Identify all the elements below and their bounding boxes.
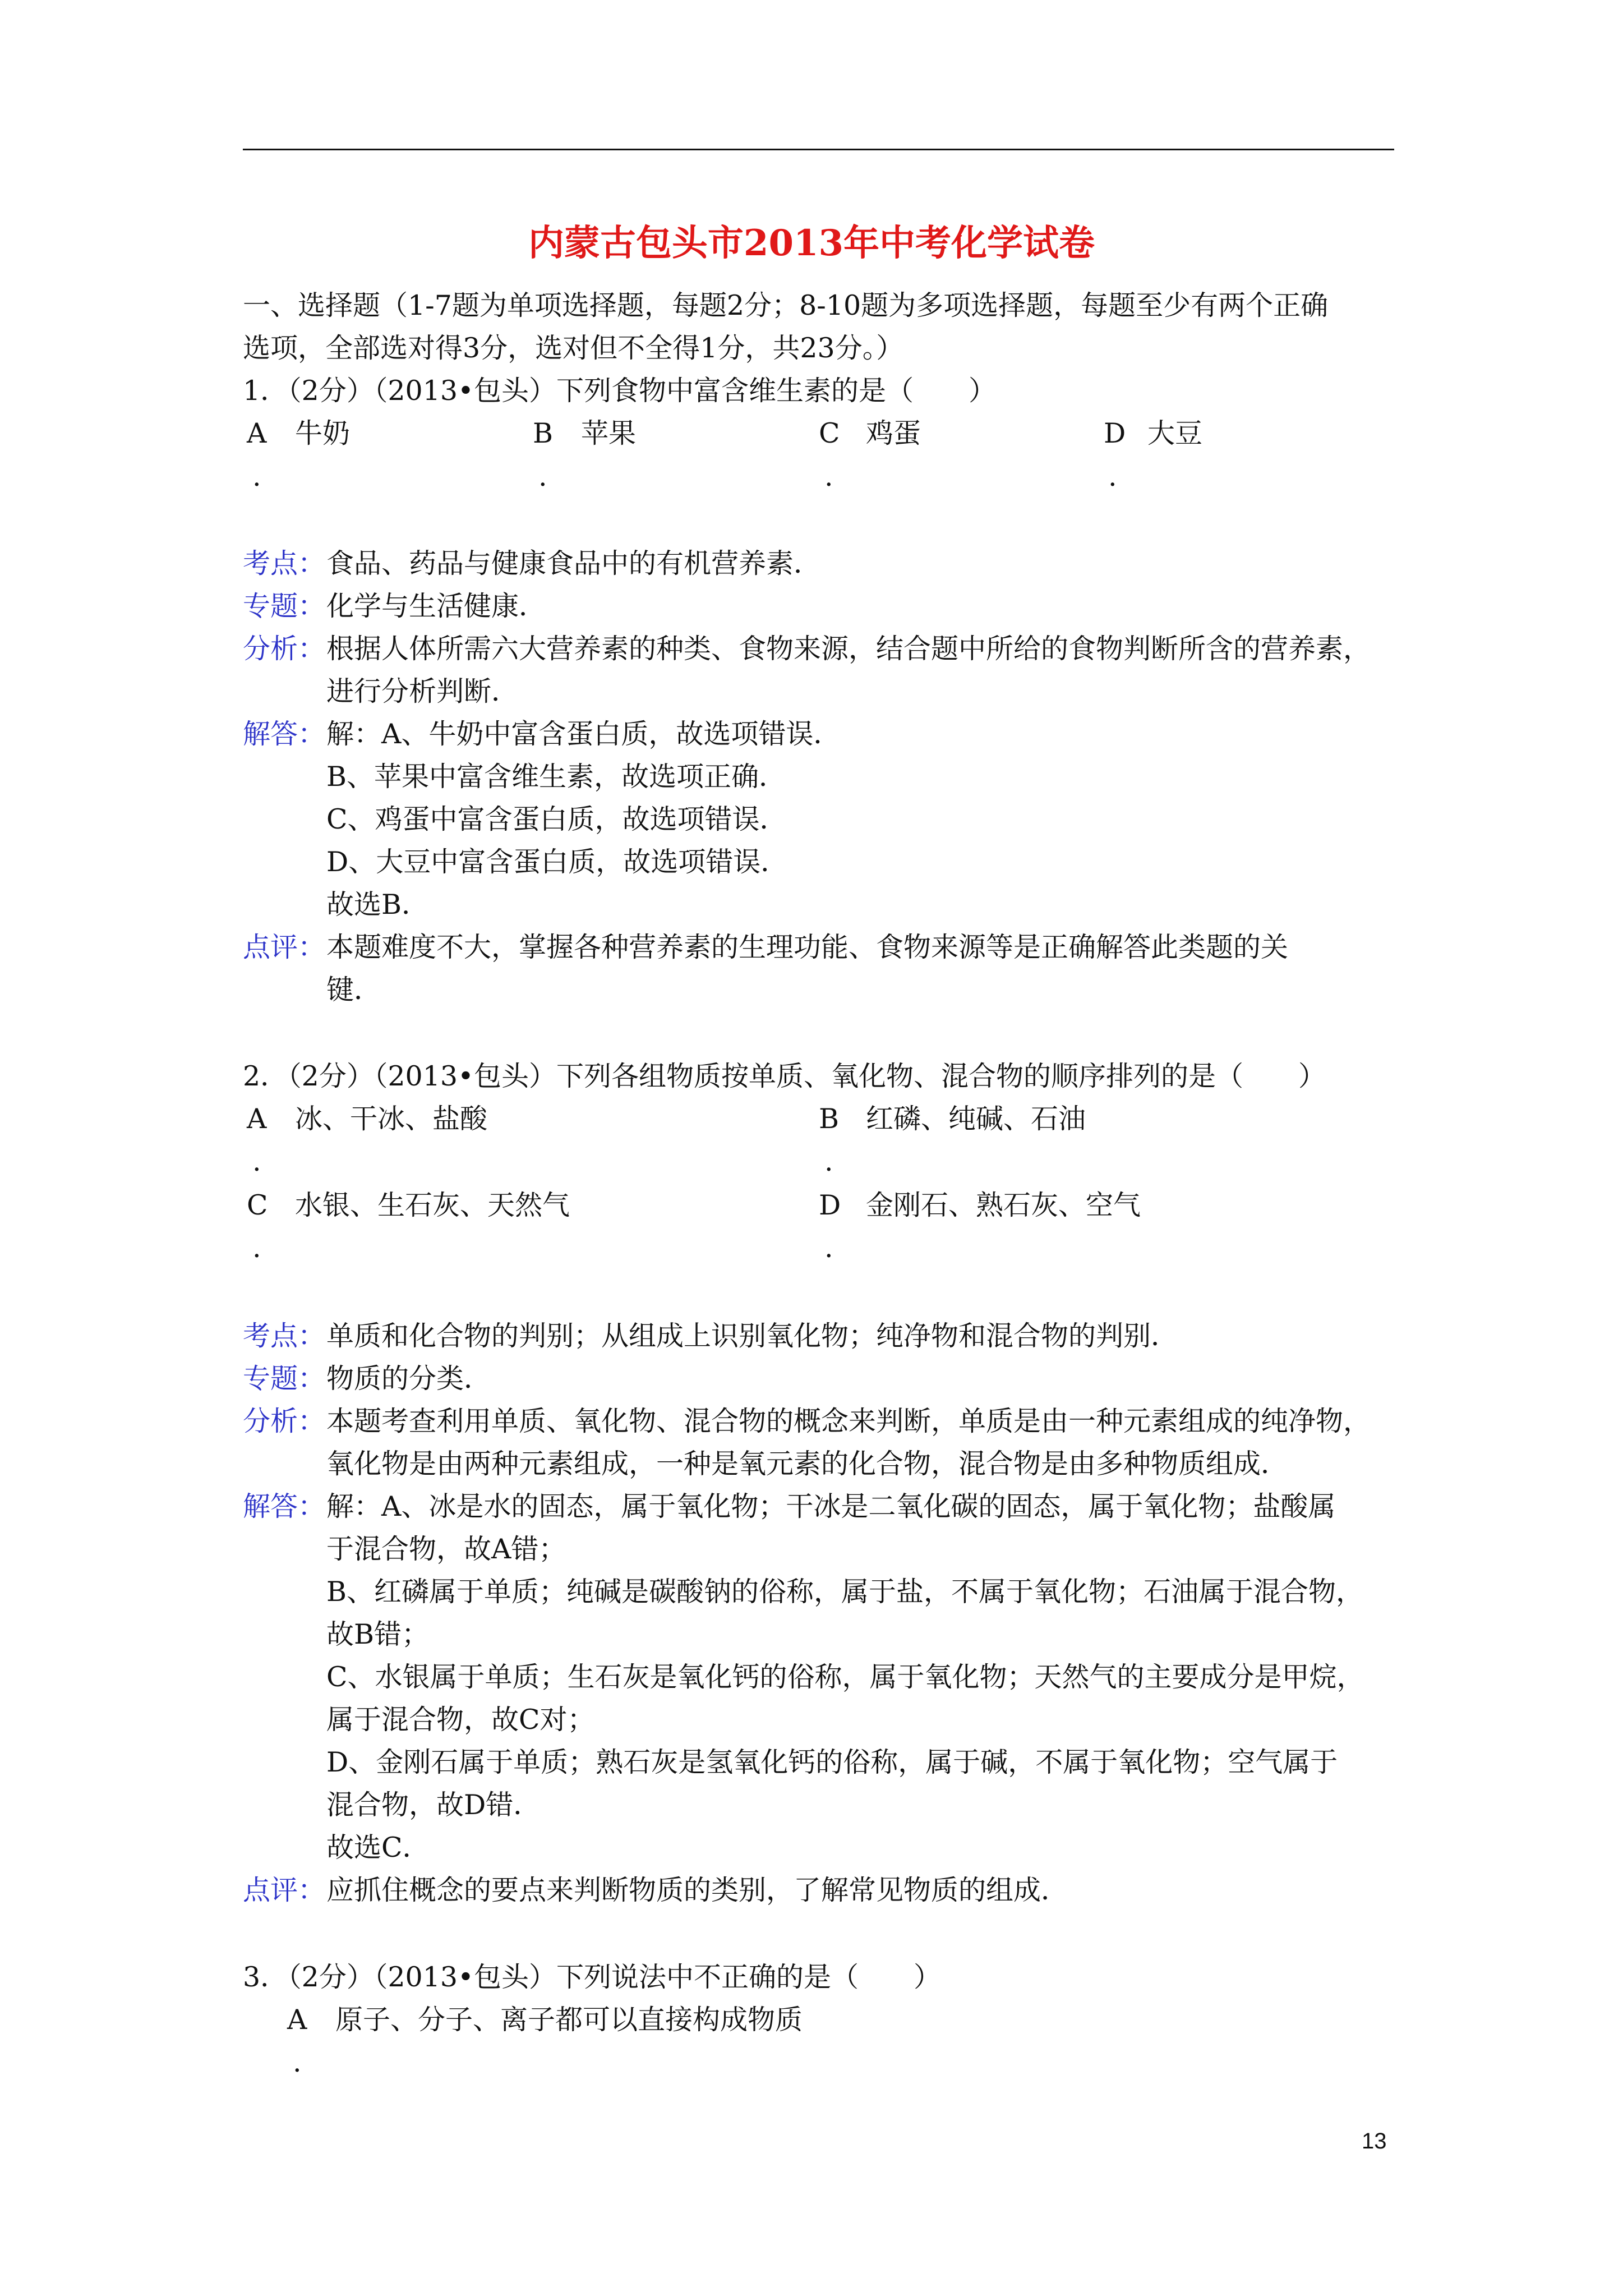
q2-jieda-line-9: 故选C．	[326, 1832, 430, 1864]
q2-fenxi-line-1: 本题考查利用单质、氧化物、混合物的概念来判断，单质是由一种元素组成的纯净物，	[326, 1405, 1371, 1437]
q1-stem: 1．（2分）（2013•包头）下列食物中富含维生素的是（ ）	[243, 375, 996, 407]
q1-option-c-text: 鸡蛋	[866, 417, 921, 449]
q1-option-c-letter: C	[819, 417, 840, 449]
section-header-line-2: 选项，全部选对得3分，选对但不全得1分，共23分。）	[243, 332, 904, 364]
q2-option-b-letter: B	[819, 1103, 840, 1135]
q2-jieda-line-3: B、红磷属于单质；纯碱是碳酸钠的俗称，属于盐，不属于氧化物；石油属于混合物，	[326, 1576, 1364, 1608]
q1-kaodian-text: 食品、药品与健康食品中的有机营养素．	[326, 547, 822, 579]
q2-jieda-line-8: 混合物，故D错．	[326, 1789, 541, 1821]
q2-option-b-text: 红磷、纯碱、石油	[866, 1103, 1086, 1135]
page-number: 13	[1362, 2129, 1387, 2154]
q1-option-d-letter: D	[1104, 417, 1126, 449]
q2-jieda-line-5: C、水银属于单质；生石灰是氧化钙的俗称，属于氧化物；天然气的主要成分是甲烷，	[326, 1661, 1364, 1693]
q2-kaodian-text: 单质和化合物的判别；从组成上识别氧化物；纯净物和混合物的判别．	[326, 1320, 1179, 1352]
q3-option-a-letter: A	[287, 2004, 307, 2036]
q2-option-c-letter: C	[247, 1189, 268, 1221]
q1-jieda-line-2: B、苹果中富含维生素，故选项正确．	[326, 761, 787, 793]
q2-fenxi-label: 分析：	[243, 1405, 326, 1437]
q1-option-a-letter: A	[247, 417, 267, 449]
q2-stem: 2．（2分）（2013•包头）下列各组物质按单质、氧化物、混合物的顺序排列的是（ ）	[243, 1060, 1326, 1092]
q1-kaodian-label: 考点：	[243, 547, 326, 579]
q2-jieda-line-7: D、金刚石属于单质；熟石灰是氢氧化钙的俗称，属于碱，不属于氧化物；空气属于	[326, 1746, 1338, 1778]
q2-dianping-line-1: 应抓住概念的要点来判断物质的类别，了解常见物质的组成．	[326, 1874, 1069, 1906]
q1-dianping-line-1: 本题难度不大，掌握各种营养素的生理功能、食物来源等是正确解答此类题的关	[326, 931, 1289, 963]
header-rule	[243, 149, 1394, 150]
q2-jieda-line-4: 故B错；	[326, 1618, 430, 1650]
q1-jieda-line-1: 解：A、牛奶中富含蛋白质，故选项错误．	[326, 718, 841, 750]
page-title: 内蒙古包头市2013年中考化学试卷	[528, 222, 1095, 264]
section-header-line-1: 一、选择题（1-7题为单项选择题，每题2分；8-10题为多项选择题，每题至少有两个正确	[243, 289, 1329, 321]
q1-option-a-text: 牛奶	[295, 417, 351, 449]
q2-option-c-dot: .	[252, 1232, 261, 1264]
q1-jieda-line-3: C、鸡蛋中富含蛋白质，故选项错误．	[326, 803, 787, 835]
q3-stem: 3．（2分）（2013•包头）下列说法中不正确的是（ ）	[243, 1961, 941, 1993]
q1-option-d-text: 大豆	[1147, 417, 1203, 449]
q2-zhuanti-text: 物质的分类．	[326, 1363, 492, 1395]
q2-kaodian-label: 考点：	[243, 1320, 326, 1352]
q1-option-b-dot: .	[538, 461, 547, 493]
q2-jieda-label: 解答：	[243, 1490, 326, 1522]
q2-fenxi-line-2: 氧化物是由两种元素组成，一种是氧元素的化合物，混合物是由多种物质组成．	[326, 1448, 1289, 1480]
q1-dianping-line-2: 键．	[326, 974, 382, 1006]
q2-option-a-dot: .	[252, 1145, 261, 1177]
q1-zhuanti-label: 专题：	[243, 590, 326, 622]
q1-option-c-dot: .	[824, 461, 833, 493]
q2-dianping-label: 点评：	[243, 1874, 326, 1906]
q2-option-d-letter: D	[819, 1189, 841, 1221]
q2-zhuanti-label: 专题：	[243, 1363, 326, 1395]
q1-option-b-text: 苹果	[581, 417, 637, 449]
q1-jieda-line-4: D、大豆中富含蛋白质，故选项错误．	[326, 846, 789, 878]
q1-option-d-dot: .	[1108, 461, 1117, 493]
q1-option-a-dot: .	[252, 461, 261, 493]
q1-jieda-line-5: 故选B．	[326, 889, 430, 921]
q1-fenxi-line-2: 进行分析判断．	[326, 675, 519, 707]
q2-jieda-line-6: 属于混合物，故C对；	[326, 1704, 595, 1736]
q2-option-a-letter: A	[247, 1103, 267, 1135]
q1-jieda-label: 解答：	[243, 718, 326, 750]
q2-jieda-line-2: 于混合物，故A错；	[326, 1533, 566, 1565]
q1-zhuanti-text: 化学与生活健康．	[326, 590, 547, 622]
q1-fenxi-label: 分析：	[243, 633, 326, 665]
q3-option-a-text: 原子、分子、离子都可以直接构成物质	[335, 2004, 803, 2036]
q2-option-a-text: 冰、干冰、盐酸	[295, 1103, 488, 1135]
q2-jieda-line-1: 解：A、冰是水的固态，属于氧化物；干冰是二氧化碳的固态，属于氧化物；盐酸属	[326, 1490, 1336, 1522]
q2-option-c-text: 水银、生石灰、天然气	[295, 1189, 570, 1221]
q3-option-a-dot: .	[293, 2046, 302, 2078]
q2-option-b-dot: .	[824, 1145, 833, 1177]
q1-fenxi-line-1: 根据人体所需六大营养素的种类、食物来源，结合题中所给的食物判断所含的营养素，	[326, 633, 1371, 665]
q1-dianping-label: 点评：	[243, 931, 326, 963]
q1-option-b-letter: B	[533, 417, 554, 449]
q2-option-d-text: 金刚石、熟石灰、空气	[866, 1189, 1141, 1221]
q2-option-d-dot: .	[824, 1232, 833, 1264]
